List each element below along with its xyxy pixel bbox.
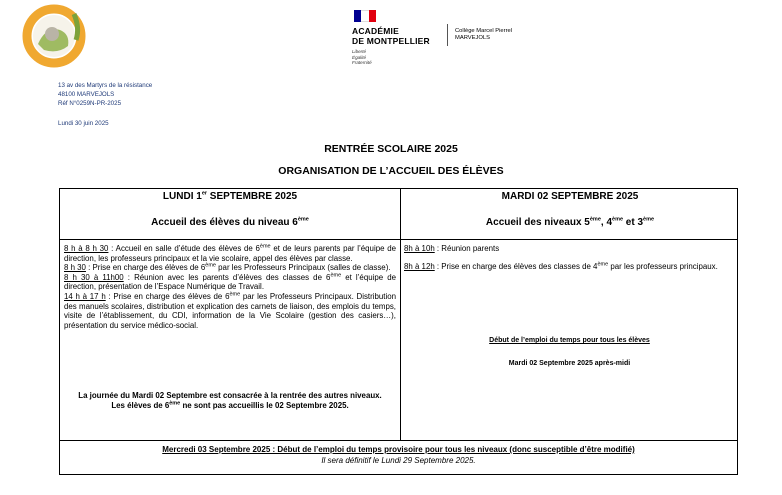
address-block bbox=[58, 81, 152, 109]
schedule-table bbox=[59, 188, 738, 475]
right-column-heading: MARDI 02 SEPTEMBRE 2025 bbox=[501, 191, 639, 202]
college-logo bbox=[22, 4, 86, 68]
schedule-item: 14 h à 17 h : Prise en charge des élèves de 6ème par les Professeurs Principaux. Distribution des manuels scolaires, distribution et explication des carnets de liaison, des emplois du temps, visite de l’établissement, du CDI, information de la Vie Scolaire (gestion des casiers…), présentation du service médico-social. bbox=[64, 291, 396, 330]
timetable-start-date: Mardi 02 Septembre 2025 après-midi bbox=[508, 360, 631, 367]
header-divider bbox=[447, 24, 448, 46]
schedule-item: 8h à 12h : Prise en charge des élèves des classes de 4ème par les professeurs principaux. bbox=[404, 260, 718, 271]
address-street: 13 av des Martyrs de la résistance bbox=[58, 82, 153, 89]
academie-name: ACADÉMIE DE MONTPELLIER bbox=[352, 26, 430, 46]
right-column-subheading: Accueil des niveaux 5ème, 4ème et 3ème bbox=[485, 216, 655, 228]
address-city: 48100 MARVEJOLS bbox=[58, 91, 115, 99]
left-column-heading: LUNDI 1er SEPTEMBRE 2025 bbox=[162, 190, 298, 202]
timetable-start-note: Début de l’emploi du temps pour tous les élèves bbox=[489, 337, 650, 344]
footer-final-date: Il sera définitif le Lundi 29 Septembre 2025. bbox=[321, 456, 476, 465]
schedule-item: 8h à 10h : Réunion parents bbox=[404, 244, 500, 253]
footer-provisional-timetable: Mercredi 03 Septembre 2025 : Début de l’emploi du temps provisoire pour tous les niveaux (donc susceptible d’être modifié) bbox=[162, 445, 635, 454]
left-column-subheading: Accueil des élèves du niveau 6ème bbox=[151, 216, 309, 228]
schedule-item: 8 h à 8 h 30 : Accueil en salle d’étude des élèves de 6ème et de leurs parents par l’équipe de direction, les professeurs principaux et la vie scolaire, appel des élèves par classe. bbox=[64, 243, 396, 263]
republic-motto: Liberté Égalité Fraternité bbox=[352, 49, 372, 65]
schedule-item: 8 h 30 : Prise en charge des élèves de 6ème par les Professeurs Principaux (salles de classe). bbox=[64, 262, 391, 273]
schedule-item: 8 h 30 à 11h00 : Réunion avec les parents d’élèves des classes de 6ème et l’équipe de direction, présentation de l’Espace Numérique de Travail. bbox=[64, 272, 396, 292]
document-date: Lundi 30 juin 2025 bbox=[58, 120, 109, 127]
monday-schedule bbox=[64, 244, 396, 330]
college-name: Collège Marcel Pierrel MARVEJOLS bbox=[455, 28, 513, 41]
french-flag-icon bbox=[354, 10, 376, 22]
reference: Réf N°0259N-PR-2025 bbox=[58, 100, 122, 108]
monday-note: La journée du Mardi 02 Septembre est consacrée à la rentrée des autres niveaux. Les élèves de 6ème ne sont pas accueillis le 02 Septembre 2025. bbox=[78, 391, 382, 410]
tuesday-schedule bbox=[404, 244, 736, 271]
page-subtitle: ORGANISATION DE L’ACCUEIL DES ÉLÈVES bbox=[278, 165, 504, 177]
page-title: RENTRÉE SCOLAIRE 2025 bbox=[324, 143, 458, 155]
